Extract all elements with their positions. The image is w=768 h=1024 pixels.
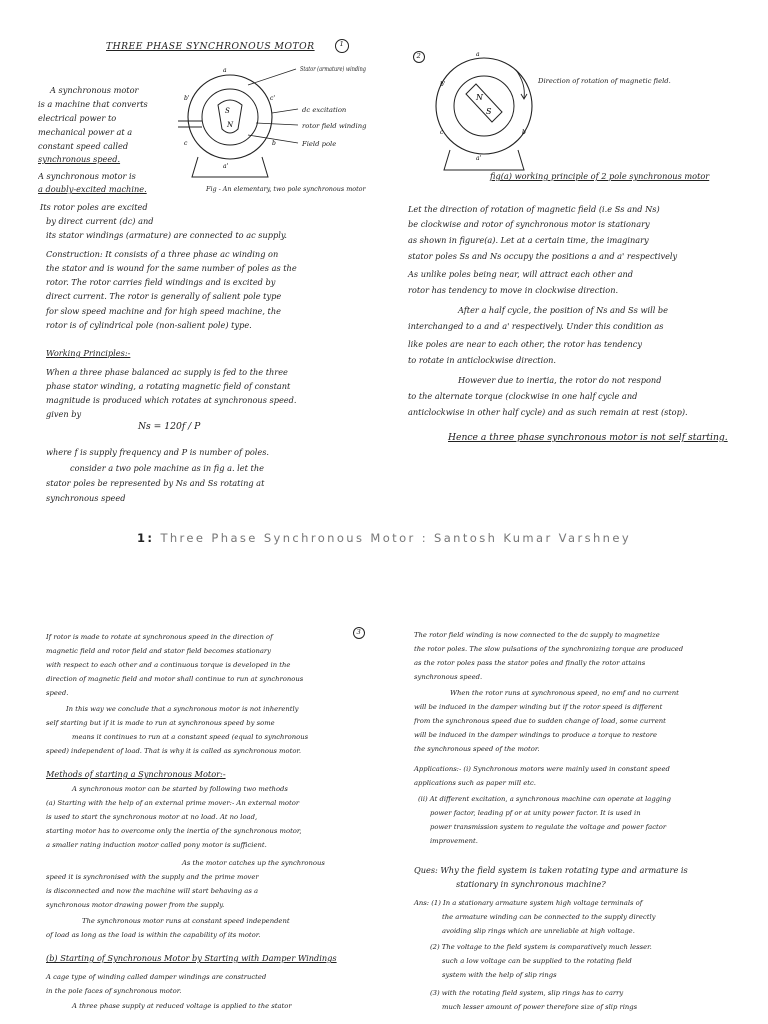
section-heading: Working Principles:- [46,348,131,358]
text-line: self starting but if it is made to run at synchronous speed by some [46,719,275,727]
text-line: constant speed called [38,141,129,151]
svg-text:a: a [223,67,227,74]
text-line: to the alternate torque (clockwise in one half cycle and [408,391,638,401]
text-line: the stator and is wound for the same number of poles as the [46,263,297,273]
svg-text:a': a' [223,163,229,170]
motor-base [444,150,524,170]
answer-line: Ans: (1) In a stationary armature system high voltage terminals of [414,899,643,907]
svg-text:N: N [227,121,234,129]
rotor-circle [202,89,258,145]
text-line: (ii) At different excitation, a synchronous machine can operate at lagging [418,795,671,803]
text-line: direct current. The rotor is generally of salient pole type [46,291,282,301]
answer-line: system with the help of slip rings [442,971,557,979]
text-line: as shown in figure(a). Let at a certain time, the imaginary [408,235,649,245]
text-line: If rotor is made to rotate at synchronous speed in the direction of [46,633,273,641]
text-line: synchronous speed. [414,673,483,681]
text-line: the synchronous speed of the motor. [414,745,540,753]
question-line: Ques: Why the field system is taken rotating type and armature is [414,865,688,875]
motor-base [192,157,268,177]
text-line: where f is supply frequency and P is number of poles. [46,447,270,457]
svg-text:b: b [522,129,526,136]
section-heading: Methods of starting a Synchronous Motor:- [46,769,226,779]
question-line: stationary in synchronous machine? [456,879,606,889]
svg-text:b': b' [440,81,446,88]
svg-text:S: S [225,107,230,115]
text-line: Let the direction of rotation of magnetic field (i.e Ss and Ns) [408,204,660,214]
svg-text:c': c' [270,95,276,102]
formula: Ns = 120f / P [138,421,201,432]
notes-page-2 [404,40,754,480]
text-line: synchronous speed. [38,154,121,164]
section-heading: (b) Starting of Synchronous Motor by Starting with Damper Windings [46,953,337,963]
text-line: power factor, leading pf or at unity power factor. It is used in [430,809,641,817]
text-line: like poles are near to each other, the rotor has tendency [408,339,642,349]
caption-number: 1: [136,531,155,545]
text-line: Applications:- (i) Synchronous motors were mainly used in constant speed [414,765,670,773]
page-number: 3 [356,628,361,636]
svg-text:c: c [184,140,188,147]
text-line: is used to start the synchronous motor at no load. At no load, [46,813,258,821]
text-line: However due to inertia, the rotor do not respond [458,375,662,385]
elementary-motor-diagram [178,65,368,205]
svg-text:b: b [272,140,276,147]
rotor-circle [454,76,514,136]
diagram-label-field-pole: Field pole [302,140,337,148]
stator-circle [188,75,272,159]
text-line: stator poles be represented by Ns and Ss rotating at [46,478,265,488]
text-line: a smaller rating induction motor called pony motor is sufficient. [46,841,267,849]
text-line: rotor. The rotor carries field windings and is excited by [46,277,276,287]
document-caption [0,531,768,545]
svg-text:c: c [440,129,444,136]
text-line: means it continues to run at a constant speed (equal to synchronous [72,733,309,741]
text-line: The rotor field winding is now connected to the dc supply to magnetize [414,631,660,639]
text-line: mechanical power at a [38,127,133,137]
text-line: The synchronous motor runs at constant speed independent [82,917,290,925]
text-line: with respect to each other and a continuous torque is developed in the [46,661,291,669]
text-line: speed. [46,689,69,697]
text-line: the rotor poles. The slow pulsations of the synchronizing torque are produced [414,645,684,653]
text-line: electrical power to [38,113,117,123]
figure-caption: fig(a) working principle of 2 pole synchronous motor [490,171,710,181]
text-line: After a half cycle, the position of Ns and Ss will be [458,305,669,315]
answer-line: much lesser amount of power therefore size of slip rings [442,1003,638,1011]
text-line: When a three phase balanced ac supply is fed to the three [46,367,288,377]
text-line: In this way we conclude that a synchronous motor is not inherently [66,705,299,713]
text-line: its stator windings (armature) are connected to ac supply. [46,230,287,240]
text-line: as the rotor poles pass the stator poles and finally the rotor attains [414,659,646,667]
text-line: Its rotor poles are excited [40,202,148,212]
text-line: As unlike poles being near, will attract each other and [408,269,634,279]
text-line: Construction: It consists of a three phase ac winding on [46,249,279,259]
text-line: A three phase supply at reduced voltage is applied to the stator [72,1002,292,1010]
text-line: for slow speed machine and for high speed machine, the [46,306,281,316]
text-line: synchronous motor drawing power from the supply. [46,901,225,909]
text-line: phase stator winding, a rotating magnetic field of constant [46,381,291,391]
diagram-label-rotor-field: rotor field winding [302,122,367,130]
text-line: starting motor has to overcome only the inertia of the synchronous motor, [46,827,302,835]
text-line: improvement. [430,837,478,845]
notes-page-1 [38,30,368,515]
text-line: A cage type of winding called damper windings are constructed [46,973,267,981]
text-line: a doubly-excited machine. [38,184,147,194]
text-line: in the pole faces of synchronous motor. [46,987,182,995]
svg-text:a': a' [476,155,482,162]
text-line: consider a two pole machine as in fig a. let the [70,463,264,473]
text-line: synchronous speed [46,493,126,503]
text-line: is a machine that converts [38,99,148,109]
text-line: of load as long as the load is within the capability of its motor. [46,931,261,939]
text-line: A synchronous motor [50,85,139,95]
figure-caption: Fig - An elementary, two pole synchronous motor [206,185,366,193]
text-line: given by [46,409,82,419]
notes-page-4 [410,628,760,1024]
direction-label: Direction of rotation of magnetic field. [538,77,671,85]
text-line: will be induced in the damper windings to produce a torque to restore [414,731,657,739]
text-line: (a) Starting with the help of an external prime mover:- An external motor [46,799,300,807]
text-line: magnitude is produced which rotates at synchronous speed. [46,395,297,405]
rotor-pole [466,84,502,122]
text-line: be clockwise and rotor of synchronous motor is stationary [408,219,650,229]
text-line: When the rotor runs at synchronous speed, no emf and no current [450,689,679,697]
conclusion-line: Hence a three phase synchronous motor is not self starting. [448,432,728,443]
text-line: As the motor catches up the synchronous [182,859,325,867]
notes-page-3 [42,622,374,1024]
working-principle-diagram [426,50,546,175]
text-line: A synchronous motor is [38,171,136,181]
page-title: THREE PHASE SYNCHRONOUS MOTOR [106,41,315,52]
text-line: rotor has tendency to move in clockwise direction. [408,285,619,295]
diagram-label-dc: dc excitation [302,106,347,114]
text-line: anticlockwise in other half cycle) and as such remain at rest (stop). [408,407,688,417]
answer-line: the armature winding can be connected to the supply directly [442,913,656,921]
text-line: by direct current (dc) and [46,216,154,226]
answer-line: (3) with the rotating field system, slip rings has to carry [430,989,624,997]
svg-text:S: S [486,107,492,116]
text-line: interchanged to a and a' respectively. Under this condition as [408,321,664,331]
text-line: applications such as paper mill etc. [414,779,536,787]
answer-line: avoiding slip rings which are unreliable at high voltage. [442,927,635,935]
text-line: magnetic field and rotor field and stator field becomes stationary [46,647,271,655]
text-line: stator poles Ss and Ns occupy the positions a and a' respectively [408,251,678,261]
text-line: direction of magnetic field and motor shall continue to run at synchronous [46,675,304,683]
answer-line: (2) The voltage to the field system is comparatively much lesser. [430,943,652,951]
text-line: rotor is of cylindrical pole (non-salient pole) type. [46,320,252,330]
page-number: 1 [339,40,344,48]
caption-text: Three Phase Synchronous Motor : Santosh Kumar Varshney [160,531,632,545]
svg-text:N: N [476,93,483,102]
text-line: speed it is synchronised with the supply and the prime mover [46,873,259,881]
text-line: to rotate in anticlockwise direction. [408,355,557,365]
text-line: power transmission system to regulate the voltage and power factor [430,823,667,831]
svg-text:a: a [476,51,480,58]
svg-text:b': b' [184,95,190,102]
answer-line: such a low voltage can be supplied to the rotating field [442,957,632,965]
diagram-label-stator: Stator (armature) winding [300,65,366,73]
text-line: A synchronous motor can be started by following two methods [72,785,288,793]
text-line: will be induced in the damper winding but if the rotor speed is different [414,703,663,711]
text-line: speed) independent of load. That is why it is called as synchronous motor. [46,747,302,755]
text-line: is disconnected and now the machine will start behaving as a [46,887,259,895]
text-line: from the synchronous speed due to sudden change of load, some current [414,717,666,725]
page-number: 2 [416,52,421,60]
